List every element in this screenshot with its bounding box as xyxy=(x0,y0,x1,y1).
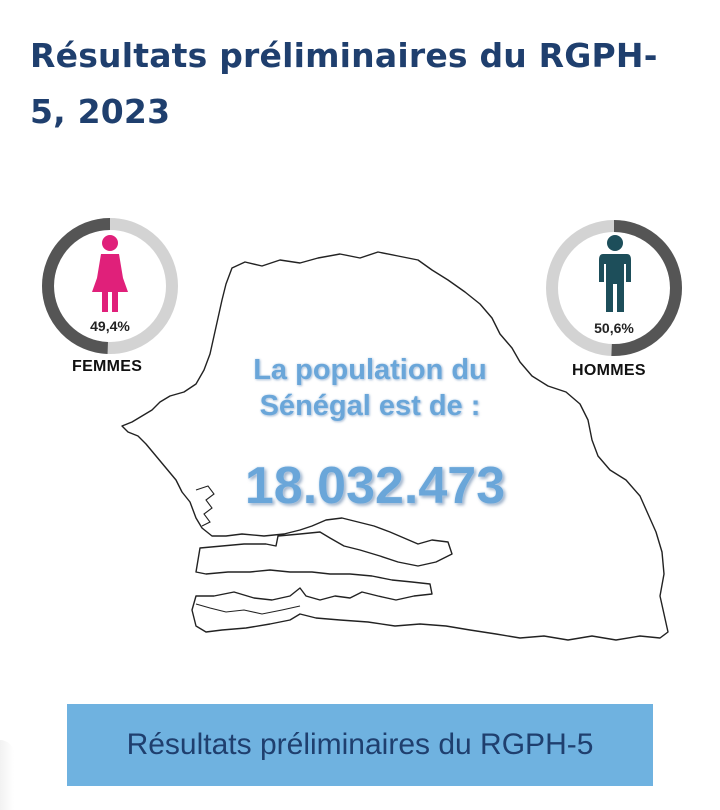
headline-line-2: Sénégal est de : xyxy=(259,390,481,422)
women-percentage: 49,4% xyxy=(90,318,130,334)
page-title: Résultats préliminaires du RGPH-5, 2023 xyxy=(30,36,658,131)
men-percentage: 50,6% xyxy=(594,320,634,336)
men-label: HOMMES xyxy=(572,362,646,379)
rgph5-results-button[interactable]: Résultats préliminaires du RGPH-5 xyxy=(67,704,653,786)
women-label: FEMMES xyxy=(72,358,143,375)
man-icon xyxy=(595,234,635,314)
population-infographic xyxy=(0,200,720,670)
population-figure: 18.032.473 xyxy=(244,457,506,515)
scroll-edge-shadow xyxy=(0,740,14,810)
woman-icon xyxy=(90,234,130,314)
population-headline xyxy=(210,352,530,424)
headline-line-1: La population du xyxy=(253,354,487,386)
